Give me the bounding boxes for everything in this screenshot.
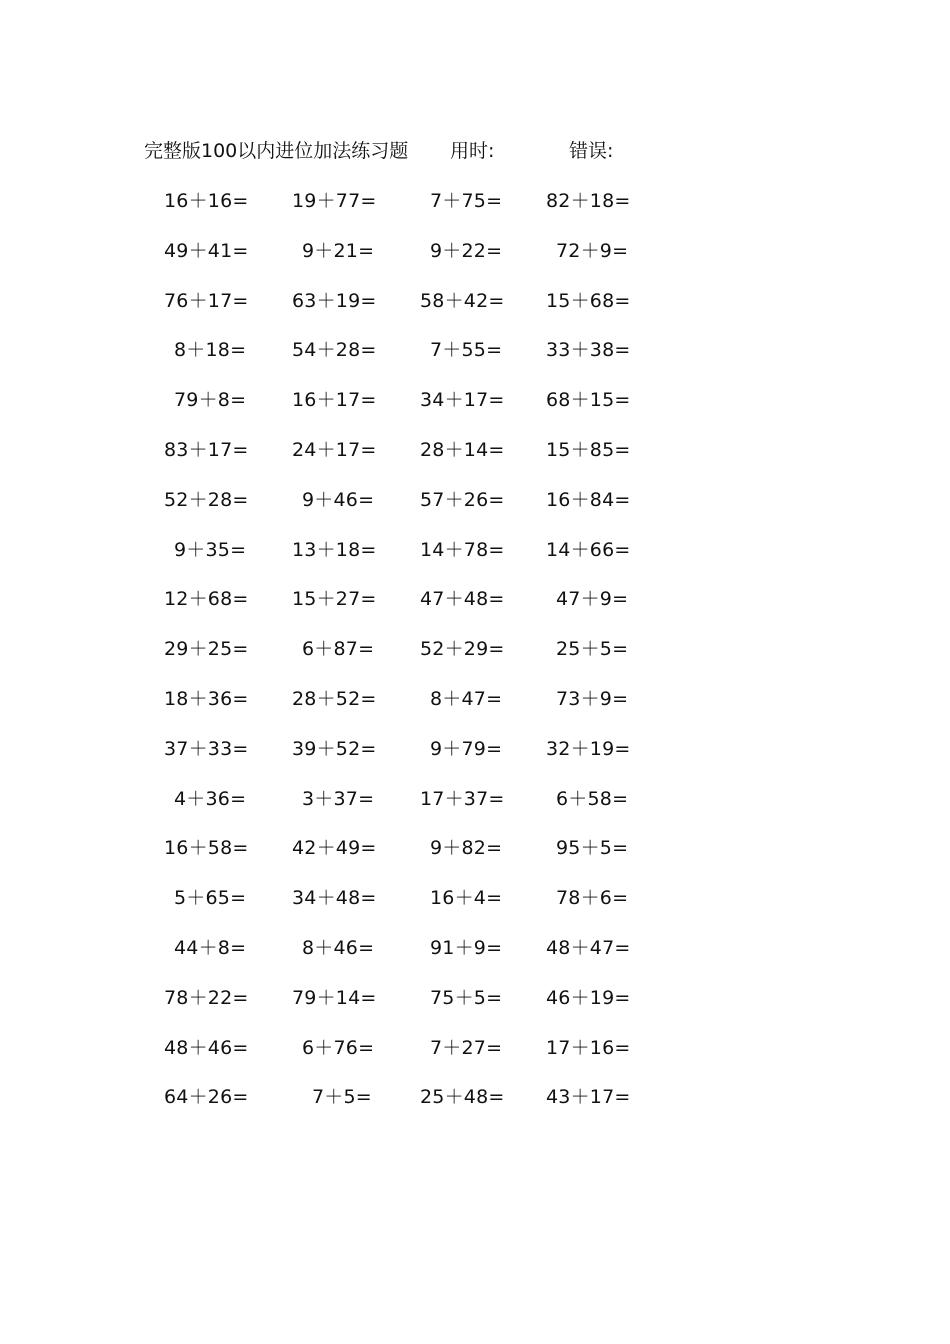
problem-row — [0, 584, 950, 614]
addition-problem: 15＋85= — [546, 439, 631, 461]
problem-row — [0, 1033, 950, 1063]
addition-problem: 83＋17= — [164, 439, 249, 461]
problem-row — [0, 535, 950, 565]
addition-problem: 39＋52= — [292, 737, 377, 760]
addition-problem: 29＋25= — [164, 638, 249, 661]
problem-row — [0, 335, 950, 365]
addition-problem: 17＋16= — [546, 1036, 631, 1059]
addition-problem: 28＋14= — [420, 439, 505, 461]
addition-problem: 7＋5= — [312, 1086, 372, 1109]
addition-problem: 49＋41= — [164, 239, 249, 262]
addition-problem: 72＋9= — [556, 239, 629, 262]
problem-row — [0, 485, 950, 515]
addition-problem: 42＋49= — [292, 837, 377, 860]
addition-problem: 7＋75= — [430, 190, 503, 212]
problem-row — [0, 236, 950, 266]
addition-problem: 47＋48= — [420, 588, 505, 611]
addition-problem: 7＋55= — [430, 339, 503, 362]
addition-problem: 14＋66= — [546, 538, 631, 561]
addition-problem: 9＋79= — [430, 737, 503, 760]
problem-row — [0, 933, 950, 963]
addition-problem: 52＋28= — [164, 488, 249, 511]
addition-problem: 19＋77= — [292, 190, 377, 212]
addition-problem: 7＋27= — [430, 1036, 503, 1059]
errors-label: 错误: — [569, 140, 614, 162]
addition-problem: 47＋9= — [556, 588, 629, 611]
addition-problem: 82＋18= — [546, 190, 631, 212]
addition-problem: 24＋17= — [292, 439, 377, 461]
addition-problem: 57＋26= — [420, 488, 505, 511]
addition-problem: 16＋58= — [164, 837, 249, 860]
problem-row — [0, 734, 950, 764]
addition-problem: 91＋9= — [430, 937, 503, 959]
addition-problem: 25＋5= — [556, 638, 629, 661]
addition-problem: 9＋46= — [302, 488, 375, 511]
addition-problem: 78＋22= — [164, 986, 249, 1009]
addition-problem: 58＋42= — [420, 289, 505, 312]
addition-problem: 68＋15= — [546, 389, 631, 412]
addition-problem: 25＋48= — [420, 1086, 505, 1109]
addition-problem: 37＋33= — [164, 737, 249, 760]
addition-problem: 16＋84= — [546, 488, 631, 511]
addition-problem: 48＋47= — [546, 937, 631, 959]
addition-problem: 63＋19= — [292, 289, 377, 312]
addition-problem: 28＋52= — [292, 688, 377, 710]
addition-problem: 33＋38= — [546, 339, 631, 362]
problem-row — [0, 186, 950, 216]
addition-problem: 73＋9= — [556, 688, 629, 710]
addition-problem: 95＋5= — [556, 837, 629, 860]
addition-problem: 8＋18= — [174, 339, 247, 362]
addition-problem: 32＋19= — [546, 737, 631, 760]
addition-problem: 3＋37= — [302, 787, 375, 810]
addition-problem: 5＋65= — [174, 887, 247, 910]
addition-problem: 16＋4= — [430, 887, 503, 910]
addition-problem: 15＋68= — [546, 289, 631, 312]
addition-problem: 79＋14= — [292, 986, 377, 1009]
addition-problem: 43＋17= — [546, 1086, 631, 1109]
problem-row — [0, 883, 950, 913]
addition-problem: 15＋27= — [292, 588, 377, 611]
addition-problem: 52＋29= — [420, 638, 505, 661]
addition-problem: 44＋8= — [174, 937, 247, 959]
addition-problem: 9＋21= — [302, 239, 375, 262]
addition-problem: 9＋82= — [430, 837, 503, 860]
addition-problem: 34＋17= — [420, 389, 505, 412]
addition-problem: 54＋28= — [292, 339, 377, 362]
addition-problem: 8＋47= — [430, 688, 503, 710]
worksheet-title: 完整版100以内进位加法练习题 — [144, 140, 409, 162]
addition-problem: 46＋19= — [546, 986, 631, 1009]
addition-problem: 6＋58= — [556, 787, 629, 810]
addition-problem: 13＋18= — [292, 538, 377, 561]
addition-problem: 12＋68= — [164, 588, 249, 611]
addition-problem: 9＋35= — [174, 538, 247, 561]
addition-problem: 64＋26= — [164, 1086, 249, 1109]
addition-problem: 16＋17= — [292, 389, 377, 412]
addition-problem: 75＋5= — [430, 986, 503, 1009]
addition-problem: 18＋36= — [164, 688, 249, 710]
addition-problem: 16＋16= — [164, 190, 249, 212]
problem-row — [0, 1082, 950, 1112]
addition-problem: 48＋46= — [164, 1036, 249, 1059]
problem-row — [0, 634, 950, 664]
problem-row — [0, 435, 950, 465]
addition-problem: 9＋22= — [430, 239, 503, 262]
addition-problem: 78＋6= — [556, 887, 629, 910]
addition-problem: 79＋8= — [174, 389, 247, 412]
problem-row — [0, 833, 950, 863]
problem-row — [0, 784, 950, 814]
time-used-label: 用时: — [450, 140, 495, 162]
addition-problem: 8＋46= — [302, 937, 375, 959]
problem-row — [0, 983, 950, 1013]
addition-problem: 17＋37= — [420, 787, 505, 810]
problem-row — [0, 385, 950, 415]
addition-problem: 6＋76= — [302, 1036, 375, 1059]
addition-problem: 14＋78= — [420, 538, 505, 561]
addition-problem: 4＋36= — [174, 787, 247, 810]
problem-row — [0, 286, 950, 316]
addition-problem: 76＋17= — [164, 289, 249, 312]
problem-row — [0, 684, 950, 714]
addition-problem: 6＋87= — [302, 638, 375, 661]
addition-problem: 34＋48= — [292, 887, 377, 910]
